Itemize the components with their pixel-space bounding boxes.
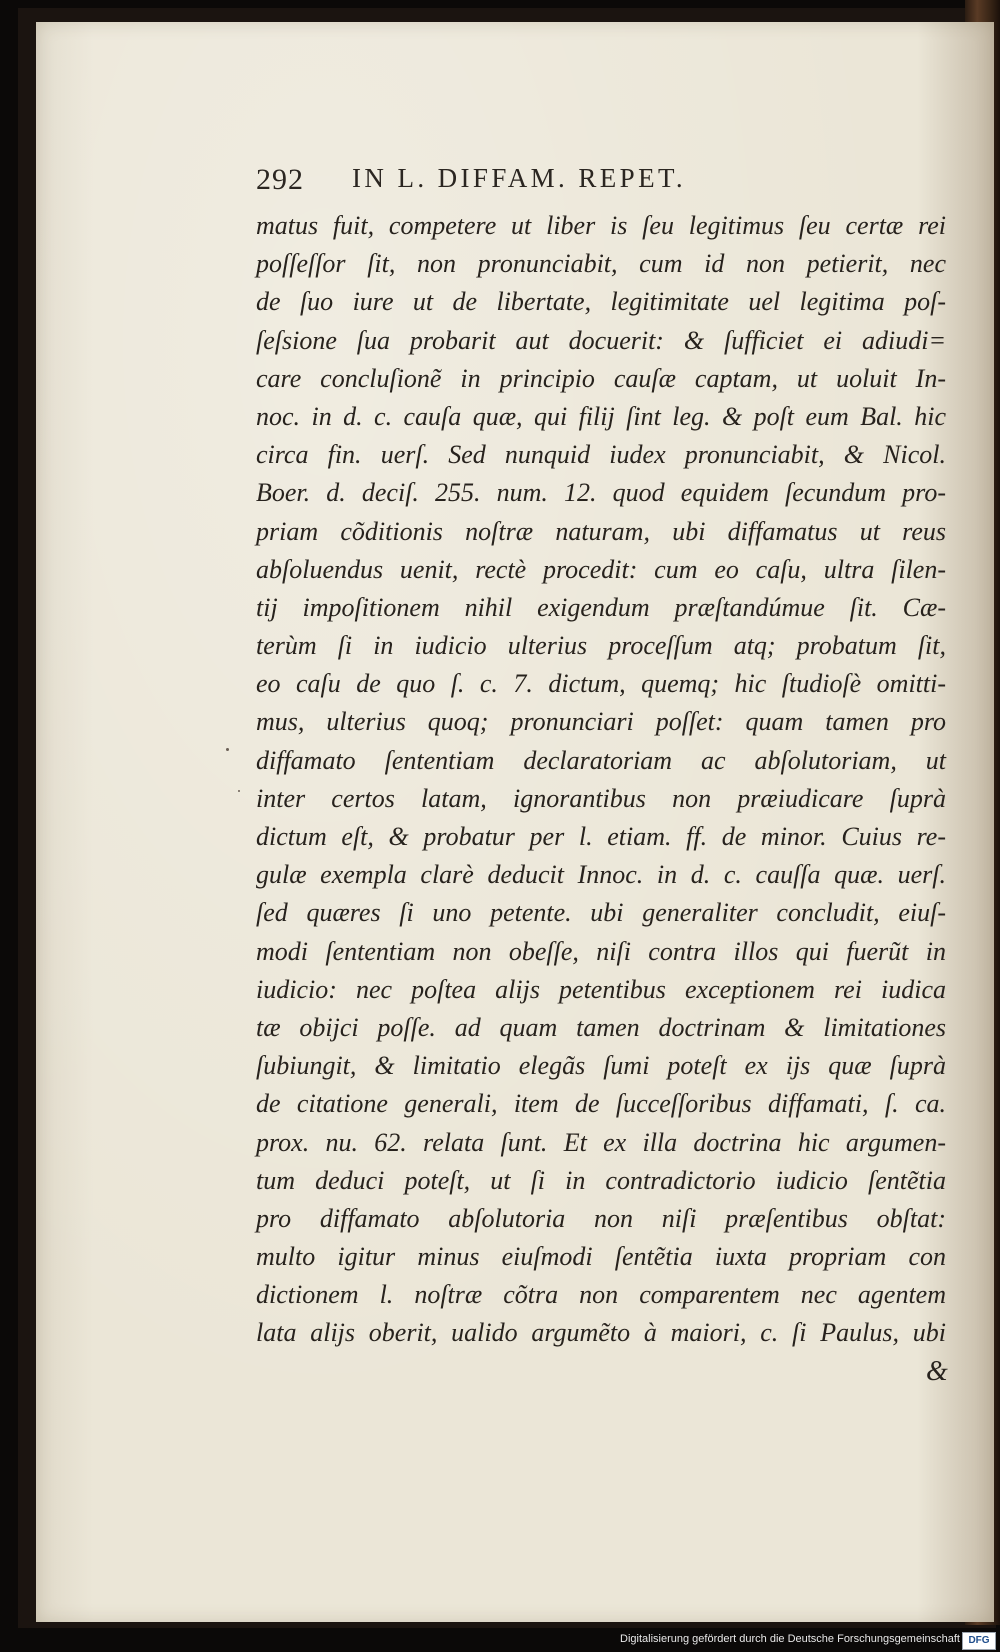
text-line: multo igitur minus eiuſmodi ſentẽtia iuxta propriam con <box>256 1242 946 1272</box>
text-line: ſubiungit, & limitatio elegãs ſumi poteſt ex ijs quæ ſuprà <box>256 1051 946 1081</box>
text-line: de citatione generali, item de ſucceſſoribus diffamati, ſ. ca. <box>256 1089 946 1119</box>
text-line: poſſeſſor ſit, non pronunciabit, cum id non petierit, nec <box>256 249 946 279</box>
text-line: inter certos latam, ignorantibus non præiudicare ſuprà <box>256 783 946 813</box>
text-line: matus fuit, competere ut liber is ſeu legitimus ſeu certæ rei <box>256 211 946 240</box>
page-number: 292 <box>256 163 304 196</box>
text-line: lata alijs oberit, ualido argumẽto à maiori, c. ſi Paulus, ubi <box>256 1318 946 1348</box>
catchword: & <box>926 1356 948 1387</box>
text-line: pro diffamato abſolutoria non niſi præſentibus obſtat: <box>256 1203 946 1233</box>
footer-credit: Digitalisierung gefördert durch die Deutsche Forschungsgemeinschaft <box>620 1633 960 1645</box>
running-head-title: IN L. DIFFAM. REPET. <box>352 163 687 193</box>
text-line: noc. in d. c. cauſa quæ, qui filij ſint leg. & poſt eum Bal. hic <box>256 401 946 431</box>
text-line: terùm ſi in iudicio ulterius proceſſum atq; probatum ſit, <box>256 631 946 661</box>
text-line: priam cõditionis noſtræ naturam, ubi diffamatus ut reus <box>256 516 946 546</box>
text-line: abſoluendus uenit, rectè procedit: cum eo caſu, ultra ſilen- <box>256 554 946 584</box>
text-line: prox. nu. 62. relata ſunt. Et ex illa doctrina hic argumen- <box>256 1127 946 1157</box>
text-line: tij impoſitionem nihil exigendum præſtandúmue ſit. Cæ- <box>256 592 946 622</box>
text-line: circa fin. uerſ. Sed nunquid iudex pronunciabit, & Nicol. <box>256 440 946 470</box>
text-line: gulæ exempla clarè deducit Innoc. in d. c. cauſſa quæ. uerſ. <box>256 860 946 890</box>
text-line: modi ſententiam non obeſſe, niſi contra illos qui fuerũt in <box>256 936 946 966</box>
text-line: mus, ulterius quoq; pronunciari poſſet: quam tamen pro <box>256 707 946 737</box>
text-line: tum deduci poteſt, ut ſi in contradictorio iudicio ſentẽtia <box>256 1165 946 1195</box>
body-text <box>256 207 946 1353</box>
text-line: ſed quæres ſi uno petente. ubi generaliter concludit, eiuſ- <box>256 898 946 928</box>
ink-speck <box>226 748 229 751</box>
dfg-logo: DFG <box>962 1632 996 1650</box>
text-line: tæ obijci poſſe. ad quam tamen doctrinam & limitationes <box>256 1012 946 1042</box>
text-line: dictum eſt, & probatur per l. etiam. ff. de minor. Cuius re- <box>256 822 946 851</box>
running-head <box>256 163 906 203</box>
text-line: dictionem l. noſtræ cõtra non comparentem nec agentem <box>256 1280 946 1310</box>
text-line: iudicio: nec poſtea alijs petentibus exceptionem rei iudica <box>256 974 946 1004</box>
text-line: care concluſionẽ in principio cauſæ captam, ut uoluit In- <box>256 363 946 393</box>
text-line: ſeſsione ſua probarit aut docuerit: & ſufficiet ei adiudi= <box>256 325 946 355</box>
text-line: eo caſu de quo ſ. c. 7. dictum, quemq; hic ſtudioſè omitti- <box>256 669 946 699</box>
text-line: de ſuo iure ut de libertate, legitimitate uel legitima poſ- <box>256 287 946 317</box>
text-line: Boer. d. deciſ. 255. num. 12. quod equidem ſecundum pro- <box>256 478 946 508</box>
ink-speck <box>238 790 240 792</box>
text-line: diffamato ſententiam declaratoriam ac abſolutoriam, ut <box>256 745 946 775</box>
